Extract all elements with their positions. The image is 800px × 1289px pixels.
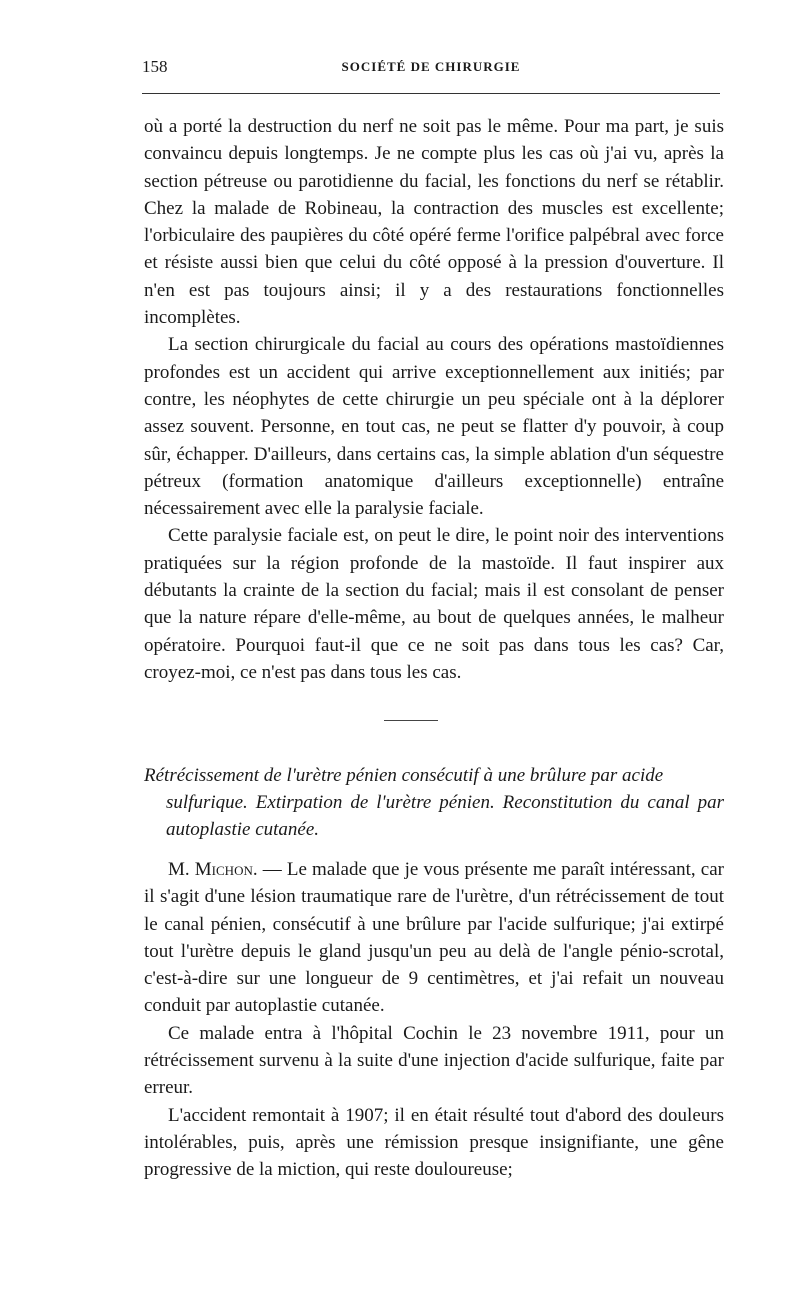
page-number: 158 — [142, 57, 168, 76]
speaker-name: M. Michon. — [168, 859, 258, 880]
journal-title: SOCIÉTÉ DE CHIRURGIE — [341, 59, 521, 74]
article-body — [144, 856, 724, 1184]
body-paragraph: Ce malade entra à l'hôpital Cochin le 23 novembre 1911, pour un rétrécissement survenu à la suite d'une injection d'acide sulfurique, faite par erreur. — [144, 1022, 724, 1099]
body-paragraph: La section chirurgicale du facial au cours des opérations mastoïdiennes profondes est un accident qui arrive exceptionnellement aux initiés; par contre, les néophytes de cette chirurgie un peu spéciale ont à la déplorer assez souvent. Personne, en tout cas, ne peut se flatter d'y pouvoir, à coup sûr, échapper. D'ailleurs, dans certains cas, la simple ablation d'un séquestre pétreux (formation anatomique d'ailleurs exceptionnelle) entraîne nécessairement avec elle la paralysie faciale. — [144, 334, 724, 520]
body-paragraph: où a porté la destruction du nerf ne soit pas le même. Pour ma part, je suis convaincu depuis longtemps. Je ne compte plus les cas où j'ai vu, après la section pétreuse ou parotidienne du facial, les fonctions du nerf se rétablir. Chez la malade de Robineau, la contraction des muscles est excellente; l'orbiculaire des paupières du côté opéré ferme l'orifice palpébral avec force et résiste aussi bien que celui du côté opposé à la pression d'ouverture. Il n'en est pas toujours ainsi; il y a des restaurations fonctionnelles incomplètes. — [144, 116, 724, 329]
continued-discussion — [144, 113, 724, 686]
running-head — [142, 57, 720, 81]
section-separator — [384, 720, 438, 721]
article-title — [144, 762, 724, 843]
article-title-line: sulfurique. Extirpation de l'urètre pénien. Reconstitution du canal par autoplastie cutanée. — [166, 792, 724, 840]
header-rule — [142, 93, 720, 94]
body-paragraph — [144, 856, 724, 1020]
body-paragraph: Cette paralysie faciale est, on peut le dire, le point noir des interventions pratiquées sur la région profonde de la mastoïde. Il faut inspirer aux débutants la crainte de la section du facial; mais il est consolant de penser que la nature répare d'elle-même, au bout de quelques années, le malheur opératoire. Pourquoi faut-il que ce ne soit pas dans tous les cas? Car, croyez-moi, ce n'est pas dans tous les cas. — [144, 525, 724, 683]
body-paragraph: L'accident remontait à 1907; il en était résulté tout d'abord des douleurs intolérables, puis, après une rémission presque insignifiante, une gêne progressive de la miction, qui reste douloureuse; — [144, 1104, 724, 1181]
paragraph-text: — Le malade que je vous présente me paraît intéressant, car il s'agit d'une lésion traumatique rare de l'urètre, d'un rétrécissement de tout le canal pénien, consécutif à une brûlure par l'acide sulfurique; j'ai extirpé tout l'urètre depuis le gland jusqu'un peu au delà de l'angle pénio-scrotal, c'est-à-dire sur une longueur de 9 centimètres, et j'ai refait un nouveau conduit par autoplastie cutanée. — [144, 859, 724, 1017]
article-title-line: Rétrécissement de l'urètre pénien consécutif à une brûlure par acide — [144, 765, 664, 786]
